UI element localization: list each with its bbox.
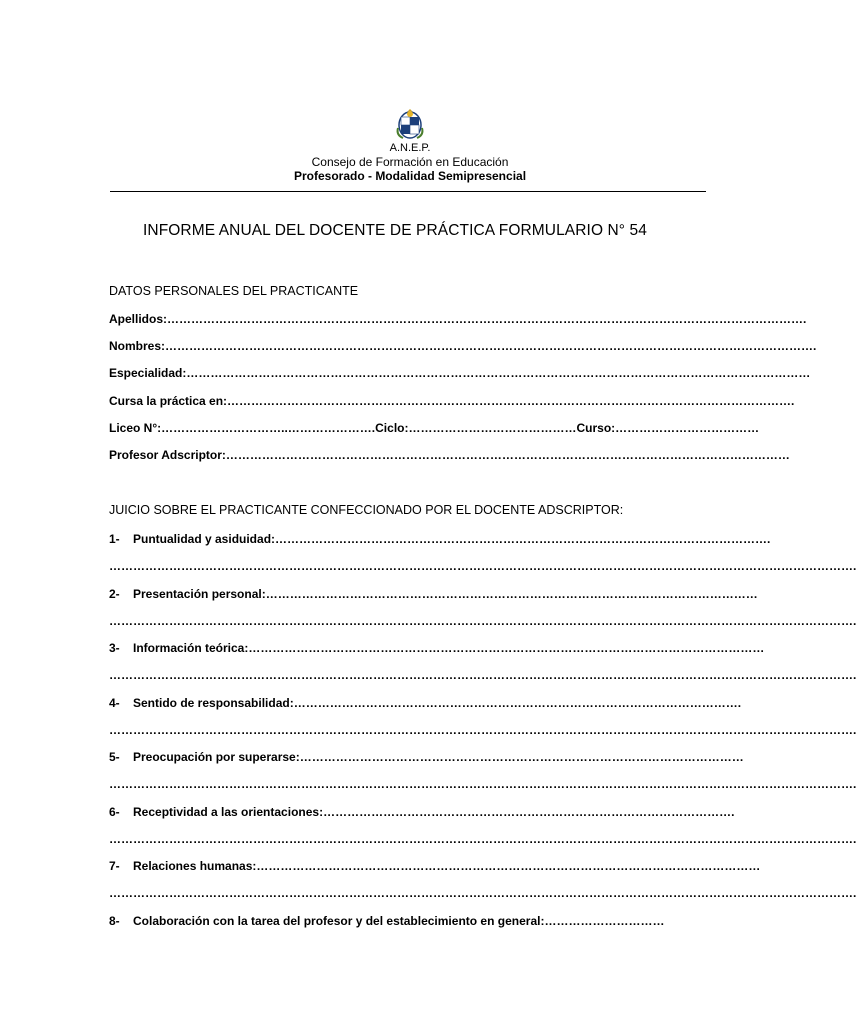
program-name: Profesorado - Modalidad Semipresencial [293, 169, 527, 183]
apellidos-field[interactable]: Apellidos:……………………………………………………………………………………………………………………………………………. [109, 312, 807, 326]
item-receptividad[interactable]: 6- Receptividad a las orientaciones:…………………………………………………………………………………………. [109, 805, 735, 819]
personal-data-heading: DATOS PERSONALES DEL PRACTICANTE [109, 284, 359, 298]
org-name: A.N.E.P. [389, 142, 431, 154]
item-puntualidad[interactable]: 1- Puntualidad y asiduidad:……………………………………………………………………………………………………………. [109, 532, 771, 546]
especialidad-field[interactable]: Especialidad:………………………………………………………………………………………………………………………………………… [109, 366, 811, 380]
profesor-adscriptor-field[interactable]: Profesor Adscriptor:…………………………………………………………………………………………………………………………… [109, 448, 790, 462]
item-presentacion[interactable]: 2- Presentación personal:…………………………………………………………………………………………………………… [109, 587, 758, 601]
answer-line[interactable]: ……………………………………………………………………………………………………………………………………………………………………. [109, 614, 856, 628]
uruguay-coat-of-arms-icon [395, 108, 425, 140]
answer-line[interactable]: ……………………………………………………………………………………………………………………………………………………………………. [109, 886, 856, 900]
item-informacion[interactable]: 3- Información teórica:………………………………………………………………………………………………………………… [109, 641, 765, 655]
answer-line[interactable]: ……………………………………………………………………………………………………………………………………………………………………. [109, 832, 856, 846]
answer-line[interactable]: ……………………………………………………………………………………………………………………………………………………………………. [109, 668, 856, 682]
header-divider [110, 191, 706, 192]
document-header [0, 108, 820, 184]
judgment-heading: JUICIO SOBRE EL PRACTICANTE CONFECCIONADO POR EL DOCENTE ADSCRIPTOR: [109, 503, 624, 517]
cursa-practica-field[interactable]: Cursa la práctica en:……………………………………………………………………………………………………………………………. [109, 394, 795, 408]
liceo-ciclo-curso-field[interactable]: Liceo N°:…………………………..………………….Ciclo:……………………………………Curso:……………………………… [109, 421, 760, 435]
answer-line[interactable]: ……………………………………………………………………………………………………………………………………………………………………. [109, 723, 856, 737]
item-colaboracion[interactable]: 8- Colaboración con la tarea del profesor y del establecimiento en general:………………………… [109, 914, 665, 928]
item-relaciones[interactable]: 7- Relaciones humanas:……………………………………………………………………………………………………………… [109, 859, 761, 873]
council-name: Consejo de Formación en Educación [311, 155, 509, 169]
answer-line[interactable]: ……………………………………………………………………………………………………………………………………………………………………. [109, 777, 856, 791]
form-title: INFORME ANUAL DEL DOCENTE DE PRÁCTICA FORMULARIO N° 54 [143, 222, 647, 239]
item-responsabilidad[interactable]: 4- Sentido de responsabilidad:…………………………………………………………………………………………………. [109, 696, 742, 710]
answer-line[interactable]: ……………………………………………………………………………………………………………………………………………………………………. [109, 559, 856, 573]
nombres-field[interactable]: Nombres:………………………………………………………………………………………………………………………………………………. [109, 339, 817, 353]
item-superarse[interactable]: 5- Preocupación por superarse:………………………………………………………………………………………………… [109, 750, 744, 764]
